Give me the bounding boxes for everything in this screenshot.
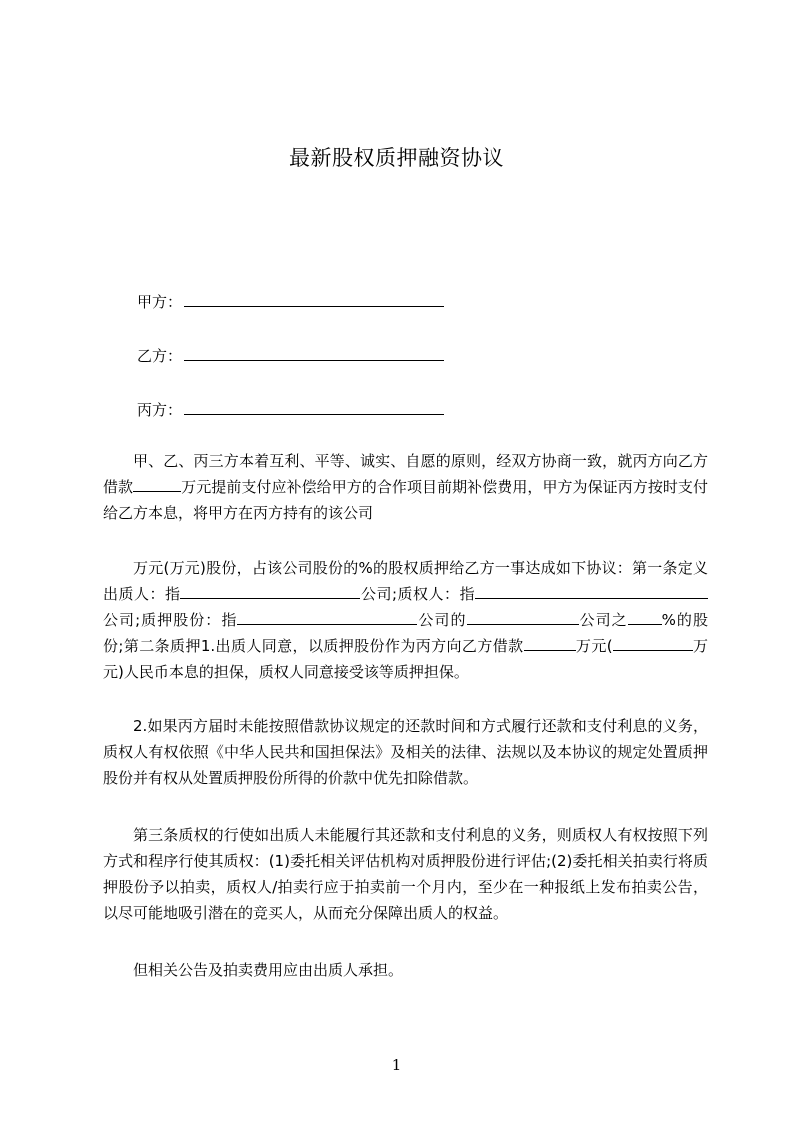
paragraph-article-3: 第三条质权的行使如出质人未能履行其还款和支付利息的义务，则质权人有权按照下列方式和程序行使其质权：(1)委托相关评估机构对质押股份进行评估;(2)委托相关拍卖行将质押股份予以拍卖，质权人/拍卖行应于拍卖前一个月内，至少在一种报纸上发布拍卖公告，以尽可能地吸引潜在的竞买人，从而充分保障出质人的权益。 [103,826,708,922]
paragraph-fees: 但相关公告及拍卖费用应由出质人承担。 [133,961,404,979]
pledged-shares-blank [237,611,417,625]
party-a-blank [184,293,444,307]
company-blank [467,611,579,625]
party-c-field [137,399,444,420]
loan-amount-blank [133,478,181,492]
party-b-label: 乙方： [137,347,183,365]
paragraph-article-1-2: 万元(万元)股份，占该公司股份的%的股权质押给乙方一事达成如下协议：第一条定义出质人：指 公司;质权人：指公司;质押股份：指 公司的 公司之 %的股份;第二条质押1.出质人同意，以质押股份作为丙方向乙方借款 万元( 万元)人民币本息的担保，质权人同意接受该等质押担保。 [103,559,708,681]
page-number: 1 [391,1056,402,1074]
loan-words-blank [613,637,693,651]
party-a-field [137,291,444,312]
percent-blank [628,611,662,625]
pledgor-blank [180,585,360,599]
pledgee-blank-cont [633,585,708,599]
document-title: 最新股权质押融资协议 [289,146,504,170]
paragraph-article-2-2: 2.如果丙方届时未能按照借款协议规定的还款时间和方式履行还款和支付利息的义务，质权人有权依照《中华人民共和国担保法》及相关的法律、法规以及本协议的规定处置质押股份并有权从处置质押股份所得的价款中优先扣除借款。 [103,717,708,787]
party-c-label: 丙方： [137,401,183,419]
loan-blank [524,637,576,651]
party-a-label: 甲方： [137,293,183,311]
party-c-blank [184,401,444,415]
pledgee-blank [475,585,633,599]
party-b-blank [184,347,444,361]
party-b-field [137,345,444,366]
paragraph-preamble: 甲、乙、丙三方本着互利、平等、诚实、自愿的原则，经双方协商一致，就丙方向乙方借款 万元提前支付应补偿给甲方的合作项目前期补偿费用，甲方为保证丙方按时支付给乙方本息，将甲方在丙方持有的该公司 [103,452,708,522]
